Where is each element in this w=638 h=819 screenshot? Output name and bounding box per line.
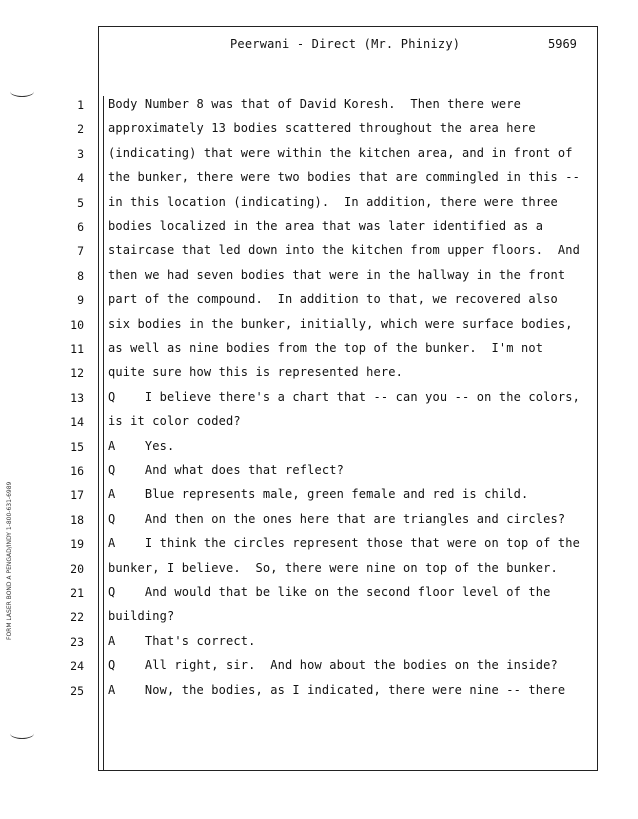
line-number: 1 [77, 98, 84, 112]
text-margin-rule [103, 96, 104, 770]
punch-mark-top [10, 86, 34, 97]
line-number: 21 [70, 586, 84, 600]
transcript-line: then we had seven bodies that were in the hallway in the front [108, 267, 566, 282]
line-number: 8 [77, 268, 84, 283]
transcript-line: Q And what does that reflect? [108, 463, 344, 477]
line-number: 13 [70, 390, 84, 405]
transcript-line: bodies localized in the area that was later identified as a [108, 219, 544, 233]
transcript-line: A I think the circles represent those that were on top of the [108, 536, 580, 551]
transcript-line: A Blue represents male, green female and red is child. [108, 487, 529, 502]
transcript-line: as well as nine bodies from the top of the bunker. I'm not [108, 341, 544, 355]
line-number: 22 [70, 610, 84, 625]
line-number: 5 [77, 195, 84, 210]
line-number: 3 [77, 146, 84, 161]
transcript-line: Q And then on the ones here that are triangles and circles? [108, 511, 566, 526]
transcript-line: Q I believe there's a chart that -- can you -- on the colors, [108, 389, 580, 404]
transcript-line: Q And would that be like on the second floor level of the [108, 585, 551, 599]
transcript-line: six bodies in the bunker, initially, which were surface bodies, [108, 316, 573, 331]
line-number: 7 [77, 244, 84, 259]
punch-mark-bottom [10, 728, 34, 739]
transcript-line: building? [108, 609, 175, 624]
transcript-line: A Now, the bodies, as I indicated, there were nine -- there [108, 682, 566, 697]
line-number: 12 [70, 366, 84, 381]
line-number: 15 [70, 439, 84, 454]
transcript-line: Body Number 8 was that of David Koresh. Then there were [108, 97, 521, 111]
line-number: 23 [70, 634, 84, 649]
page-number: 5969 [548, 37, 577, 51]
line-number: 18 [70, 512, 84, 527]
transcript-line: A Yes. [108, 438, 175, 453]
line-number: 24 [70, 659, 84, 674]
transcript-line: in this location (indicating). In addition, there were three [108, 194, 558, 209]
transcript-line: Q All right, sir. And how about the bodies on the inside? [108, 658, 558, 673]
line-number: 6 [77, 220, 84, 234]
transcript-line: approximately 13 bodies scattered throughout the area here [108, 121, 536, 136]
line-number: 11 [70, 342, 84, 356]
transcript-line: part of the compound. In addition to that, we recovered also [108, 292, 558, 307]
transcript-line: quite sure how this is represented here. [108, 365, 403, 380]
margin-form-note: FORM LASER BOND A PENGAD/INDY 1-800-631-6989 [6, 481, 13, 640]
line-number: 17 [70, 488, 84, 503]
line-number: 4 [77, 171, 84, 186]
transcript-line: bunker, I believe. So, there were nine on top of the bunker. [108, 560, 558, 575]
line-number: 10 [70, 317, 84, 332]
line-number: 16 [70, 464, 84, 478]
transcript-line: is it color coded? [108, 414, 241, 429]
transcript-line: A That's correct. [108, 633, 256, 648]
line-number: 14 [70, 415, 84, 430]
page-header-title: Peerwani - Direct (Mr. Phinizy) [230, 37, 461, 51]
transcript-line: (indicating) that were within the kitchen area, and in front of [108, 145, 573, 160]
line-number: 2 [77, 122, 84, 137]
line-number: 25 [70, 683, 84, 698]
line-number: 19 [70, 537, 84, 552]
line-number: 9 [77, 293, 84, 308]
line-number: 20 [70, 561, 84, 576]
transcript-line: staircase that led down into the kitchen from upper floors. And [108, 243, 580, 258]
transcript-line: the bunker, there were two bodies that are commingled in this -- [108, 170, 580, 185]
